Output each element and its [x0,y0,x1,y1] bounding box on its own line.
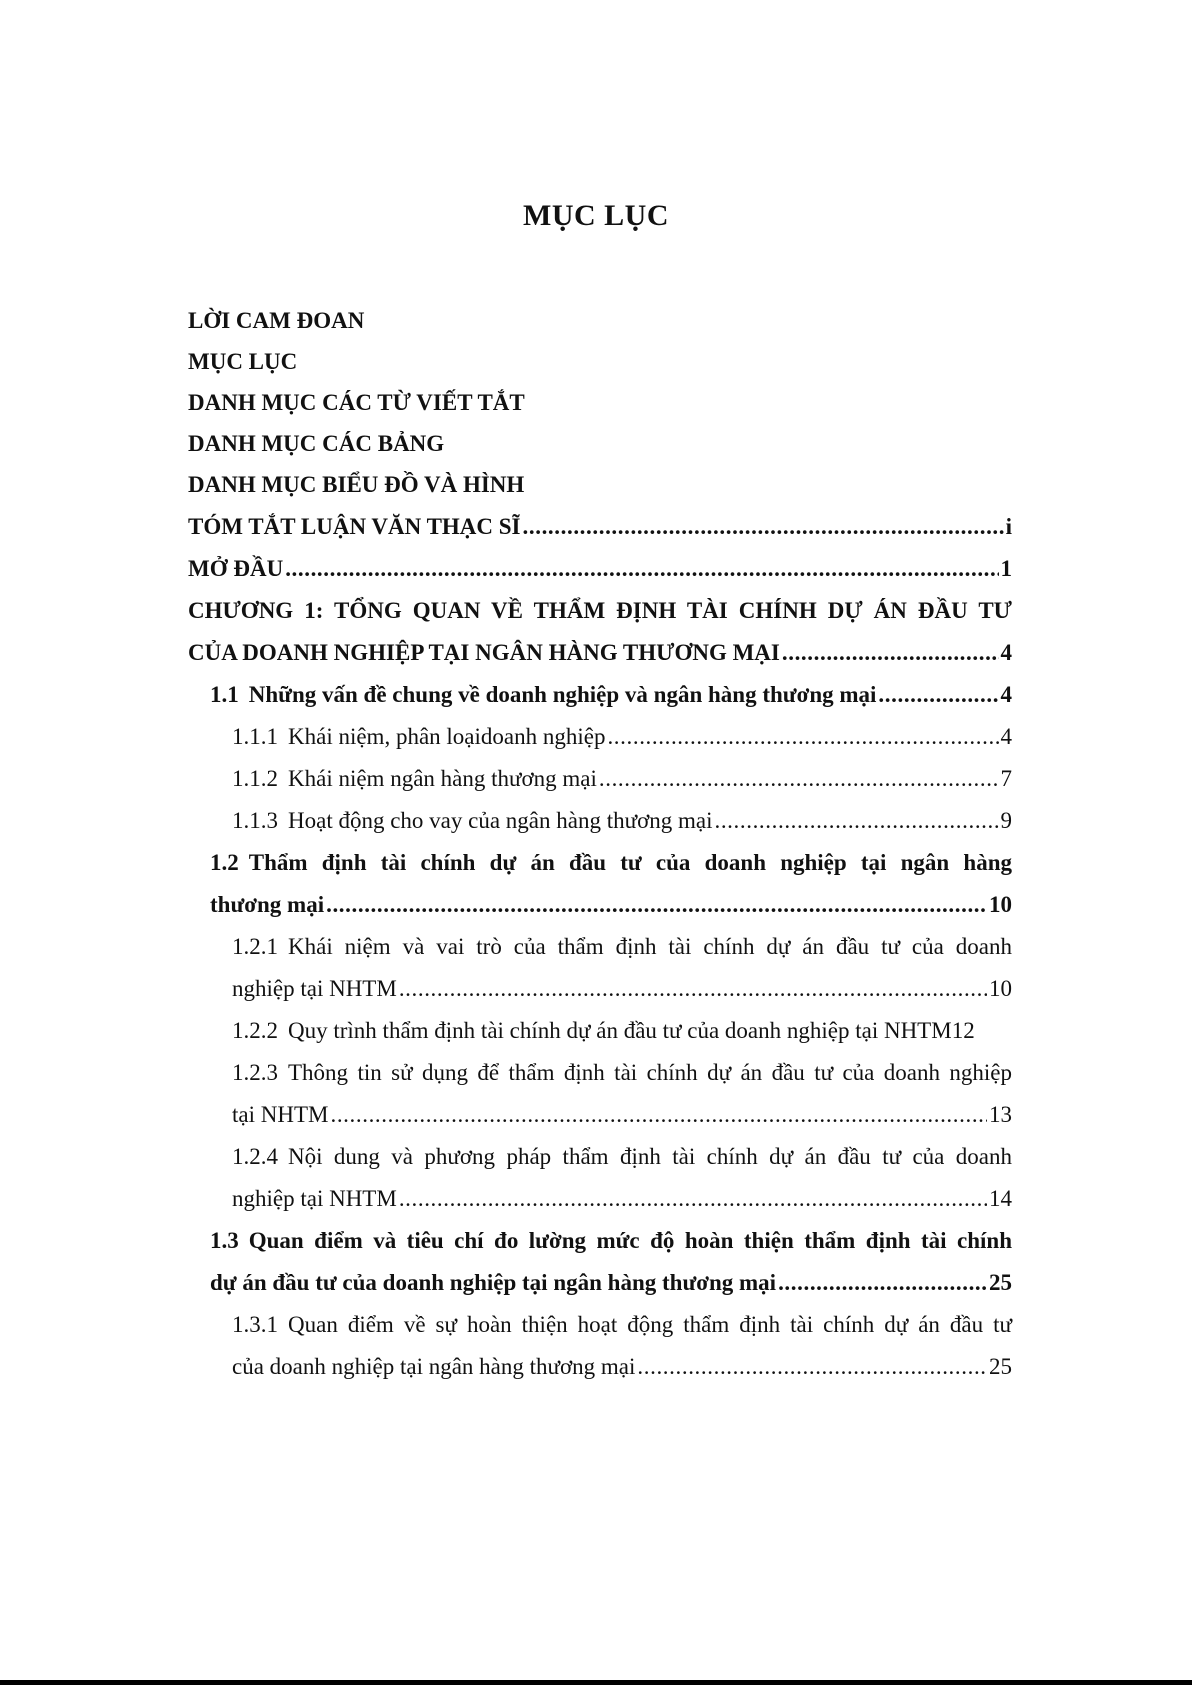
toc-page-number: 10 [989,892,1012,917]
toc-entry-viet-tat[interactable] [188,388,525,418]
toc-entry-text: nghiệp tại NHTM [232,1186,397,1211]
toc-leader-dots [399,1184,987,1214]
toc-leader-dots [326,890,987,920]
toc-page-number: 4 [1000,724,1012,749]
toc-entry-loi-cam-doan[interactable] [188,306,364,336]
toc-entry-text: Quan điểm về sự hoàn thiện hoạt động thẩm định tài chính dự án đầu tư [288,1312,1012,1337]
toc-leader-dots [607,722,998,752]
toc-entry-1-3-line1[interactable] [210,1226,1012,1256]
toc-page-number: 10 [989,976,1012,1001]
toc-entry-text: của doanh nghiệp tại ngân hàng thương mại [232,1354,636,1379]
toc-entry-1-2-line1[interactable] [210,848,1012,878]
section-number: 1.2 [210,850,239,875]
toc-entry-1-2-1-line1[interactable] [232,932,1012,962]
toc-page-number: 25 [989,1270,1012,1295]
toc-page-number: 1 [1000,556,1012,581]
toc-entry-text: Quy trình thẩm định tài chính dự án đầu tư của doanh nghiệp tại NHTM [288,1018,952,1043]
toc-entry-1-2-3-line2[interactable] [232,1100,1012,1130]
toc-page-number: 4 [1000,640,1012,665]
toc-entry-1-2-4-line2[interactable] [232,1184,1012,1214]
toc-entry-1-2-2[interactable] [232,1016,1012,1046]
toc-entry-text: TÓM TẮT LUẬN VĂN THẠC SĨ [188,514,521,539]
section-number: 1.1.2 [232,766,278,791]
toc-leader-dots [330,1100,987,1130]
toc-leader-dots [714,806,998,836]
toc-entry-1-3-1-line1[interactable] [232,1310,1012,1340]
toc-page-number: 12 [951,1018,975,1043]
toc-entry-text: DANH MỤC BIỂU ĐỒ VÀ HÌNH [188,472,525,497]
page-bottom-border [0,1680,1192,1685]
toc-leader-dots [878,680,998,710]
toc-leader-dots [599,764,999,794]
toc-entry-text: nghiệp tại NHTM [232,976,397,1001]
toc-entry-text: thương mại [210,892,325,917]
toc-entry-text: tại NHTM [232,1102,329,1127]
toc-leader-dots [399,974,987,1004]
toc-entry-text: MỤC LỤC [188,349,298,374]
toc-entry-cac-bang[interactable] [188,429,444,459]
toc-entry-1-2-1-line2[interactable] [232,974,1012,1004]
toc-leader-dots [778,1268,987,1298]
toc-entry-muc-luc[interactable] [188,347,297,377]
toc-entry-text: Khái niệm và vai trò của thẩm định tài chính dự án đầu tư của doanh [288,934,1012,959]
toc-entry-text: dự án đầu tư của doanh nghiệp tại ngân hàng thương mại [210,1270,777,1295]
toc-entry-1-3-1-line2[interactable] [232,1352,1012,1382]
toc-leader-dots [523,512,1004,542]
toc-entry-1-1-1[interactable] [232,722,1012,752]
toc-page-number: 4 [1000,682,1012,707]
toc-entry-tom-tat[interactable] [188,512,1012,542]
toc-page-number: 25 [989,1354,1012,1379]
toc-entry-text: MỞ ĐẦU [188,556,284,581]
toc-entry-text: Thông tin sử dụng để thẩm định tài chính dự án đầu tư của doanh nghiệp [288,1060,1012,1085]
section-number: 1.1 [210,682,239,707]
toc-page-number: 9 [1000,808,1012,833]
section-number: 1.1.1 [232,724,278,749]
toc-entry-1-1-3[interactable] [232,806,1012,836]
toc-leader-dots [285,554,998,584]
section-number: 1.3 [210,1228,239,1253]
toc-entry-text: Khái niệm, phân loạidoanh nghiệp [288,724,606,749]
toc-entry-text: Nội dung và phương pháp thẩm định tài chính dự án đầu tư của doanh [288,1144,1012,1169]
toc-entry-text: CHƯƠNG 1: TỔNG QUAN VỀ THẨM ĐỊNH TÀI CHÍNH DỰ ÁN ĐẦU TƯ [188,598,1012,623]
section-number: 1.2.2 [232,1018,278,1043]
toc-page-number: 7 [1000,766,1012,791]
toc-entry-text: Khái niệm ngân hàng thương mại [288,766,597,791]
toc-entry-chuong-1-line2[interactable] [188,638,1012,668]
section-number: 1.3.1 [232,1312,278,1337]
toc-page-number: i [1005,514,1012,539]
toc-entry-text: CỦA DOANH NGHIỆP TẠI NGÂN HÀNG THƯƠNG MẠI [188,640,780,665]
page-title: MỤC LỤC [523,199,669,232]
toc-leader-dots [637,1352,987,1382]
toc-entry-1-3-line2[interactable] [210,1268,1012,1298]
toc-entry-mo-dau[interactable] [188,554,1012,584]
toc-page-number: 14 [989,1186,1012,1211]
toc-entry-1-2-3-line1[interactable] [232,1058,1012,1088]
toc-entry-text: DANH MỤC CÁC BẢNG [188,431,445,456]
toc-entry-text: LỜI CAM ĐOAN [188,308,365,333]
section-number: 1.2.4 [232,1144,278,1169]
toc-entry-text: Quan điểm và tiêu chí đo lường mức độ hoàn thiện thẩm định tài chính [248,1228,1012,1253]
toc-entry-text: Hoạt động cho vay của ngân hàng thương mại [288,808,713,833]
toc-entry-text: Những vấn đề chung về doanh nghiệp và ngân hàng thương mại [248,682,877,707]
toc-entry-1-1-2[interactable] [232,764,1012,794]
toc-leader-dots [782,638,999,668]
toc-entry-bieu-do[interactable] [188,470,524,500]
toc-entry-chuong-1-line1[interactable] [188,596,1012,626]
toc-entry-1-1[interactable] [210,680,1012,710]
toc-entry-text: DANH MỤC CÁC TỪ VIẾT TẮT [188,390,525,415]
section-number: 1.2.1 [232,934,278,959]
toc-entry-text: Thẩm định tài chính dự án đầu tư của doanh nghiệp tại ngân hàng [248,850,1012,875]
toc-page-number: 13 [989,1102,1012,1127]
toc-entry-1-2-line2[interactable] [210,890,1012,920]
section-number: 1.1.3 [232,808,278,833]
toc-entry-1-2-4-line1[interactable] [232,1142,1012,1172]
section-number: 1.2.3 [232,1060,278,1085]
